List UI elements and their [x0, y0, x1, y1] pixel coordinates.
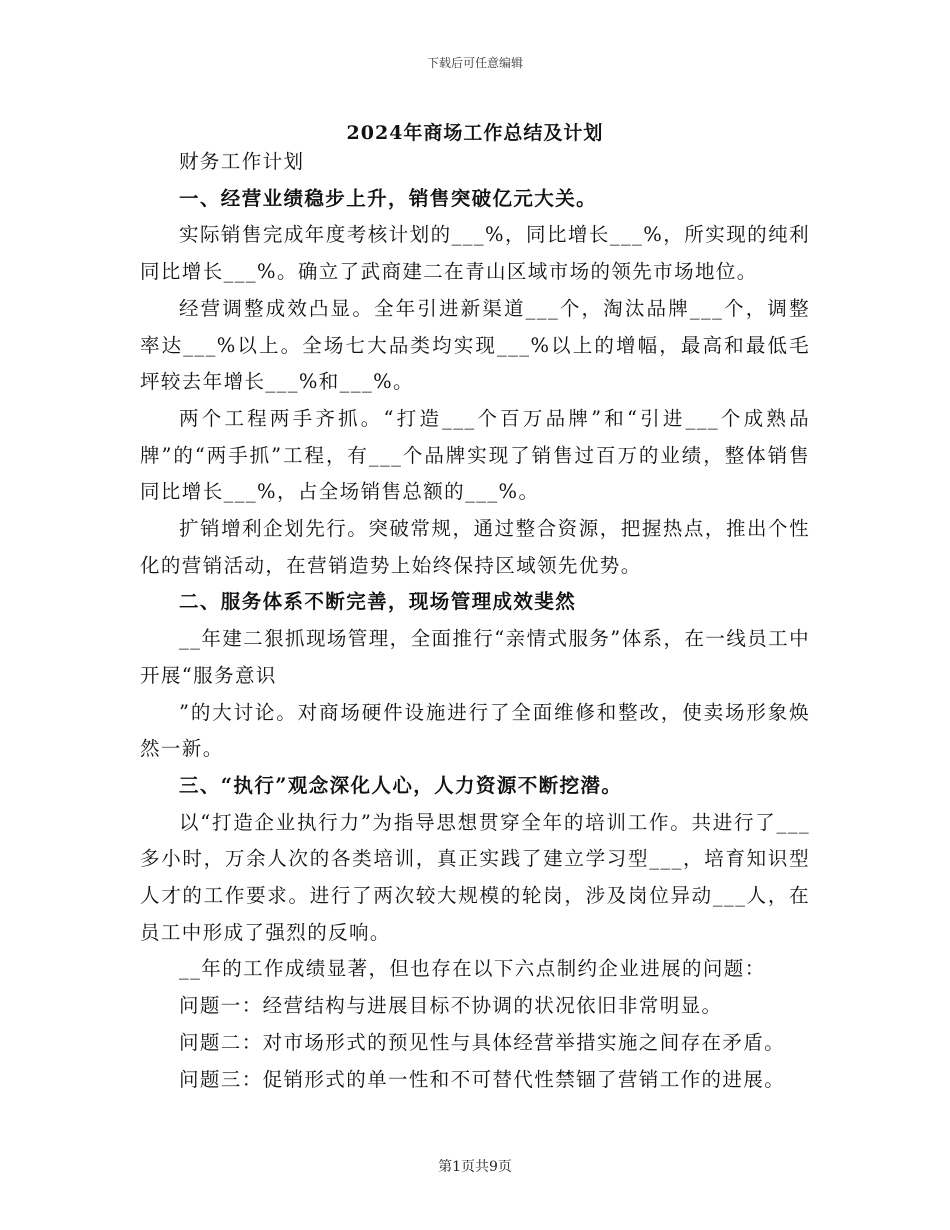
body-paragraph: 扩销增利企划先行。突破常规，通过整合资源，把握热点，推出个性化的营销活动，在营销造势上始终保持区域领先优势。	[140, 517, 810, 577]
problem-item: 问题一：经营结构与进展目标不协调的状况依旧非常明显。	[179, 994, 723, 1018]
body-paragraph: 经营调整成效凸显。全年引进新渠道___个，淘汰品牌___个，调整率达___%以上。全场七大品类均实现___%以上的增幅，最高和最低毛坪较去年增长___%和___%。	[140, 296, 810, 394]
body-paragraph: __年建二狠抓现场管理，全面推行“亲情式服务”体系，在一线员工中开展“服务意识	[140, 627, 810, 687]
section-heading-3: 三、“执行”观念深化人心，人力资源不断挖潜。	[179, 773, 623, 797]
problem-item: 问题三：促销形式的单一性和不可替代性禁锢了营销工作的进展。	[179, 1067, 786, 1091]
body-paragraph: __年的工作成绩显著，但也存在以下六点制约企业进展的问题：	[179, 957, 766, 981]
body-paragraph: 以“打造企业执行力”为指导思想贯穿全年的培训工作。共进行了___多小时，万余人次的各类培训，真正实践了建立学习型___，培育知识型人才的工作要求。进行了两次较大规模的轮岗，涉及岗位异动___人，在员工中形成了强烈的反响。	[140, 810, 810, 944]
section-heading-1: 一、经营业绩稳步上升，销售突破亿元大关。	[179, 186, 598, 210]
header-note: 下载后可任意编辑	[426, 56, 523, 70]
body-paragraph: ”的大讨论。对商场硬件设施进行了全面维修和整改，使卖场形象焕然一新。	[140, 700, 810, 761]
body-paragraph: 两个工程两手齐抓。“打造___个百万品牌”和“引进___个成熟品牌”的“两手抓”工程，有___个品牌实现了销售过百万的业绩，整体销售同比增长___%，占全场销售总额的___%。	[140, 406, 810, 504]
section-label-finance-plan: 财务工作计划	[179, 150, 305, 173]
section-heading-2: 二、服务体系不断完善，现场管理成效斐然	[179, 590, 577, 614]
document-body	[140, 144, 810, 1098]
document-title: 2024年商场工作总结及计划	[346, 122, 604, 144]
body-paragraph: 实际销售完成年度考核计划的___%，同比增长___%，所实现的纯利同比增长___%。确立了武商建二在青山区域市场的领先市场地位。	[140, 223, 810, 284]
page-number-footer: 第1页共9页	[438, 1159, 512, 1175]
problem-item: 问题二：对市场形式的预见性与具体经营举措实施之间存在矛盾。	[179, 1030, 786, 1054]
